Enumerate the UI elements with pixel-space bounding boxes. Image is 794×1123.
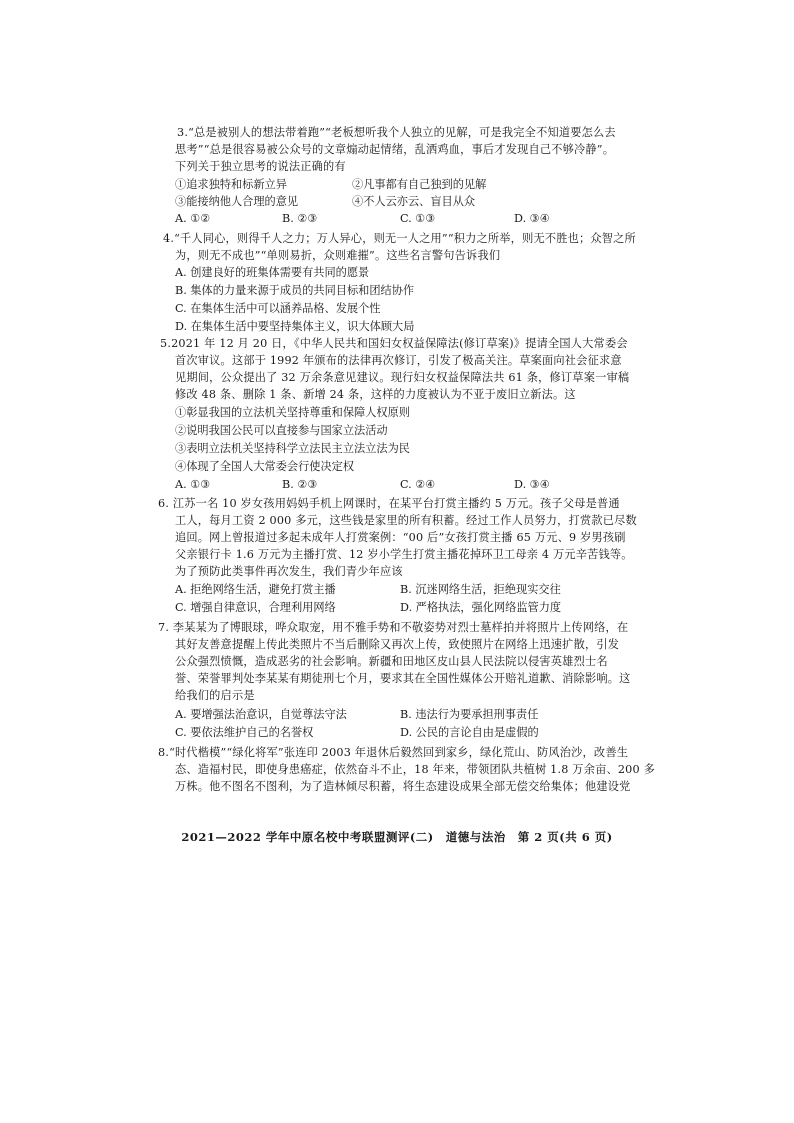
q3-choice-b: B. ②③ xyxy=(282,212,318,225)
q5-choice-d: D. ③④ xyxy=(514,478,550,491)
q4-choice-d: D. 在集体生活中要坚持集体主义，识大体顾大局 xyxy=(175,320,415,333)
q7-stem-line-4: 誉、荣誉罪判处李某某有期徒刑七个月，要求其在全国性媒体公开赔礼道歉、消除影响。这 xyxy=(175,672,631,685)
q5-stem-line-4: 修改 48 条、删除 1 条、新增 24 条，这样的力度被认为不亚于废旧立新法。这 xyxy=(175,388,576,401)
q3-choice-d: D. ③④ xyxy=(514,212,550,225)
q3-statement-2: ②凡事都有自己独到的见解 xyxy=(352,178,487,191)
q4-choice-b: B. 集体的力量来源于成员的共同目标和团结协作 xyxy=(175,284,415,297)
q7-stem-line-5: 给我们的启示是 xyxy=(175,689,255,702)
q3-choice-c: C. ①③ xyxy=(400,212,436,225)
q6-choice-b: B. 沉迷网络生活，拒绝现实交往 xyxy=(400,583,561,596)
q3-stem-line-2: 思考”“总是很容易被公众号的文章煽动起情绪，乱洒鸡血，事后才发现自己不够冷静”。 xyxy=(175,143,615,156)
q6-choice-a: A. 拒绝网络生活，避免打赏主播 xyxy=(175,583,336,596)
q6-stem-line-3: 追回。网上曾报道过多起未成年人打赏案例：“00 后”女孩打赏主播 65 万元、9 岁男孩刷 xyxy=(175,531,626,544)
q4-choice-c: C. 在集体生活中可以涵养品格、发展个性 xyxy=(175,302,381,315)
q7-stem-line-3: 公众强烈愤慨，造成恶劣的社会影响。新疆和田地区皮山县人民法院以侵害英雄烈士名 xyxy=(175,655,608,668)
q5-choice-c: C. ②④ xyxy=(400,478,436,491)
q3-choice-a: A. ①② xyxy=(175,212,211,225)
q6-choice-c: C. 增强自律意识，合理利用网络 xyxy=(175,601,336,614)
q6-stem-line-5: 为了预防此类事件再次发生，我们青少年应该 xyxy=(175,565,403,578)
q5-statement-1: ①彰显我国的立法机关坚持尊重和保障人权原则 xyxy=(175,406,410,419)
q5-statement-4: ④体现了全国人大常委会行使决定权 xyxy=(175,460,355,473)
q3-statement-1: ①追求独特和标新立异 xyxy=(175,178,287,191)
q4-choice-a: A. 创建良好的班集体需要有共同的愿景 xyxy=(175,266,370,279)
q5-choice-b: B. ②③ xyxy=(282,478,318,491)
q8-stem-line-3: 万株。他不图名不图利，为了造林倾尽积蓄，将生态建设成果全部无偿交给集体；他建设党 xyxy=(175,780,631,793)
q7-choice-c: C. 要依法维护自己的名誉权 xyxy=(175,726,314,739)
q3-statement-4: ④不人云亦云、盲目从众 xyxy=(352,195,476,208)
q7-choice-d: D. 公民的言论自由是虚假的 xyxy=(400,726,539,739)
q3-stem-line-1: 3.“总是被别人的想法带着跑”“老板想听我个人独立的见解，可是我完全不知道要怎么去 xyxy=(177,126,616,139)
q6-stem-line-4: 父亲银行卡 1.6 万元为主播打赏、12 岁小学生打赏主播花掉环卫工母亲 4 万元辛苦钱等。 xyxy=(175,548,633,561)
q4-stem-line-1: 4.“千人同心，则得千人之力；万人异心，则无一人之用”“积力之所举，则无不胜也；众智之所 xyxy=(163,232,636,245)
q7-choice-b: B. 违法行为要承担刑事责任 xyxy=(400,708,539,721)
q5-stem-line-3: 见期间，公众提出了 32 万余条意见建议。现行妇女权益保障法共 61 条，修订草案一审稿 xyxy=(175,371,630,384)
q4-stem-line-2: 为，则无不成也”“单则易折，众则难摧”。这些名言警句告诉我们 xyxy=(175,249,501,262)
q6-stem-line-2: 工人，每月工资 2 000 多元，这些钱是家里的所有积蓄。经过工作人员努力，打赏款已尽数 xyxy=(175,514,637,527)
q7-choice-a: A. 要增强法治意识，自觉尊法守法 xyxy=(175,708,347,721)
page-footer: 2021—2022 学年中原名校中考联盟测评(二) 道德与法治 第 2 页(共 6 页) xyxy=(181,830,613,844)
q8-stem-line-2: 态、造福村民，即使身患癌症，依然奋斗不止，18 年来，带领团队共植树 1.8 万余亩、200 多 xyxy=(175,763,655,776)
q5-statement-2: ②说明我国公民可以直接参与国家立法活动 xyxy=(175,424,388,437)
q3-stem-line-3: 下列关于独立思考的说法正确的有 xyxy=(175,160,346,173)
q8-stem-line-1: 8.“时代楷模”“绿化将军”张连印 2003 年退休后毅然回到家乡，绿化荒山、防风治沙，改善生 xyxy=(158,746,629,759)
q5-stem-line-2: 首次审议。这部于 1992 年颁布的法律再次修订，引发了极高关注。草案面向社会征求意 xyxy=(175,354,622,367)
q5-statement-3: ③表明立法机关坚持科学立法民主立法立法为民 xyxy=(175,442,410,455)
q7-stem-line-1: 7. 李某某为了博眼球，哗众取宠，用不雅手势和不敬姿势对烈士墓样拍并将照片上传网络，在 xyxy=(158,621,629,634)
q3-statement-3: ③能接纳他人合理的意见 xyxy=(175,195,299,208)
q7-stem-line-2: 其好友善意提醒上传此类照片不当后删除又再次上传，致使照片在网络上迅速扩散，引发 xyxy=(175,638,620,651)
q5-stem-line-1: 5.2021 年 12 月 20 日，《中华人民共和国妇女权益保障法(修订草案)》提请全国人大常委会 xyxy=(160,337,628,350)
q5-choice-a: A. ①③ xyxy=(175,478,211,491)
q6-choice-d: D. 严格执法，强化网络监管力度 xyxy=(400,601,562,614)
q6-stem-line-1: 6. 江苏一名 10 岁女孩用妈妈手机上网课时，在某平台打赏主播约 5 万元。孩子父母是普通 xyxy=(158,497,620,510)
